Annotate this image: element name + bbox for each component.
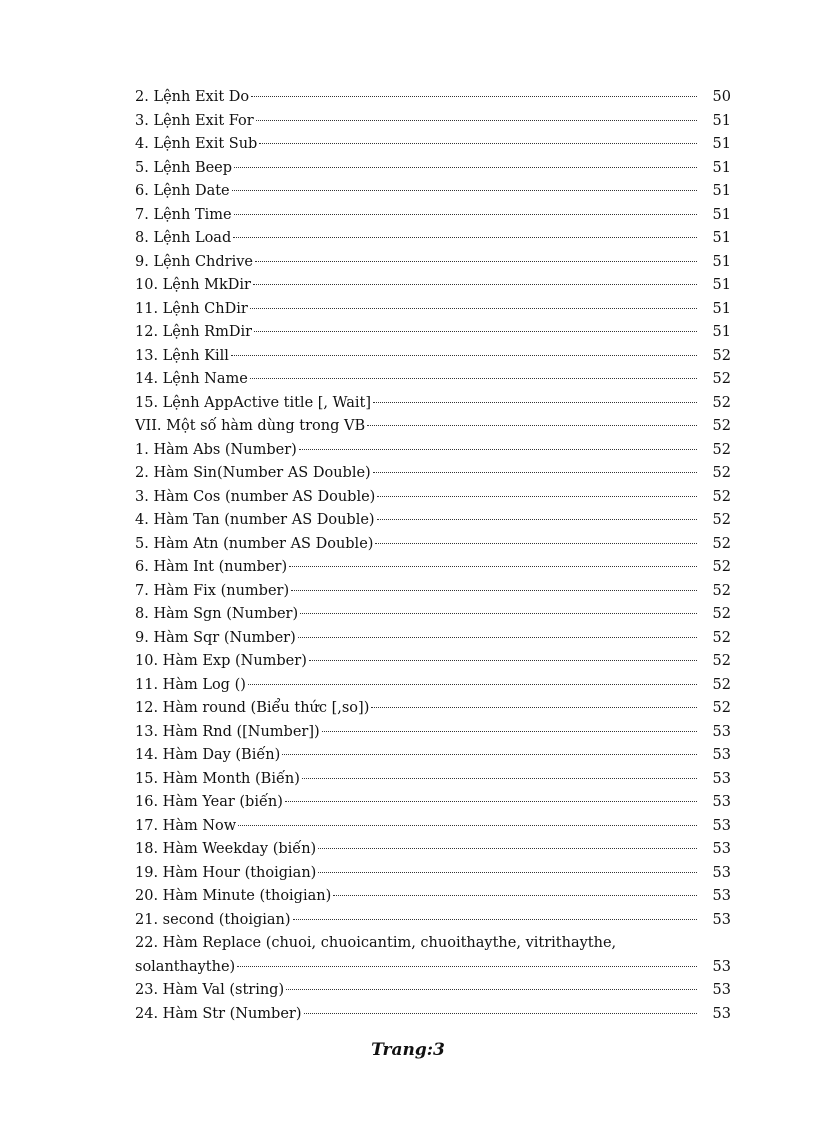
toc-entry-label: 10. Hàm Exp (Number) [135, 653, 307, 669]
toc-entry [135, 204, 731, 228]
toc-entry-label: 6. Lệnh Date [135, 183, 230, 199]
toc-entry-page: 52 [712, 700, 731, 716]
toc-entry-label: 14. Lệnh Name [135, 371, 248, 387]
toc-entry [135, 392, 731, 416]
toc-entry-page: 53 [712, 841, 731, 857]
dot-leader [259, 143, 697, 144]
dot-leader [234, 214, 697, 215]
toc-entry [135, 321, 731, 345]
dot-leader [322, 731, 697, 732]
toc-entry-label: 23. Hàm Val (string) [135, 982, 285, 998]
toc-entry-label: 21. second (thoigian) [135, 911, 291, 928]
toc-entry [135, 603, 731, 627]
toc-entry-page: 53 [712, 888, 731, 904]
toc-entry-label: 13. Hàm Rnd ([Number]) [135, 723, 320, 740]
toc-entry-page: 53 [712, 794, 731, 810]
toc-entry-label: solanthaythe) [135, 958, 236, 975]
toc-entry-page: 53 [712, 817, 731, 834]
toc-entry-label: 12. Hàm round (Biểu thức [,so]) [135, 700, 370, 716]
dot-leader [237, 966, 697, 967]
toc-entry [135, 533, 731, 557]
toc-entry [135, 721, 731, 745]
toc-entry [135, 556, 731, 580]
toc-entry-label: 22. Hàm Replace (chuoi, chuoicantim, chuoithaythe, vitrithaythe, [135, 935, 617, 951]
dot-leader [309, 660, 697, 661]
dot-leader [253, 284, 697, 285]
toc-entry-label: VII. Một số hàm dùng trong VB [135, 418, 366, 434]
toc-entry-label: 2. Lệnh Exit Do [135, 89, 250, 105]
dot-leader [238, 825, 697, 826]
toc-entry-page: 52 [712, 371, 731, 387]
toc-entry-label: 12. Lệnh RmDir [135, 324, 253, 340]
toc-entry-label: 3. Lệnh Exit For [135, 112, 254, 129]
toc-entry-label: 17. Hàm Now [135, 817, 237, 834]
table-of-contents [135, 86, 731, 1026]
toc-entry-label: 20. Hàm Minute (thoigian) [135, 888, 332, 904]
toc-entry-label: 19. Hàm Hour (thoigian) [135, 864, 317, 881]
toc-entry [135, 509, 731, 533]
toc-entry [135, 650, 731, 674]
toc-entry-page: 52 [712, 394, 731, 411]
dot-leader [377, 496, 697, 497]
toc-entry [135, 580, 731, 604]
dot-leader [282, 754, 697, 755]
dot-leader [333, 895, 697, 896]
toc-entry-page: 53 [712, 958, 731, 975]
toc-entry-page: 51 [712, 253, 731, 270]
toc-entry [135, 909, 731, 933]
toc-entry [135, 180, 731, 204]
dot-leader [251, 96, 697, 97]
toc-entry-label: 2. Hàm Sin(Number AS Double) [135, 465, 371, 481]
toc-entry-page: 51 [712, 300, 731, 317]
toc-entry [135, 274, 731, 298]
toc-entry-page: 53 [712, 982, 731, 998]
toc-entry-label: 5. Hàm Atn (number AS Double) [135, 535, 374, 552]
dot-leader [289, 566, 697, 567]
dot-leader [255, 261, 697, 262]
dot-leader [373, 472, 697, 473]
toc-entry [135, 744, 731, 768]
toc-entry-label: 9. Lệnh Chdrive [135, 253, 253, 270]
toc-entry-page: 51 [712, 206, 731, 223]
dot-leader [318, 848, 697, 849]
toc-entry [135, 157, 731, 181]
toc-entry-page: 52 [712, 488, 731, 505]
dot-leader [293, 919, 697, 920]
dot-leader [254, 331, 697, 332]
toc-entry [135, 979, 731, 1003]
toc-entry-page: 52 [712, 441, 731, 458]
toc-entry-label: 16. Hàm Year (biến) [135, 794, 283, 810]
toc-entry [135, 627, 731, 651]
toc-entry [135, 956, 731, 980]
toc-entry-page: 52 [712, 676, 731, 693]
dot-leader [300, 613, 697, 614]
toc-entry-label: 1. Hàm Abs (Number) [135, 441, 297, 458]
toc-entry-label: 7. Lệnh Time [135, 206, 232, 223]
toc-entry [135, 885, 731, 909]
dot-leader [367, 425, 697, 426]
dot-leader [302, 778, 697, 779]
toc-entry [135, 439, 731, 463]
dot-leader [250, 378, 697, 379]
dot-leader [250, 308, 697, 309]
toc-entry-page: 51 [712, 324, 731, 340]
toc-entry-label: 24. Hàm Str (Number) [135, 1005, 302, 1022]
toc-entry [135, 415, 731, 439]
toc-entry [135, 768, 731, 792]
toc-entry-label: 7. Hàm Fix (number) [135, 582, 290, 599]
toc-entry-label: 4. Hàm Tan (number AS Double) [135, 512, 375, 528]
toc-entry-page: 53 [712, 864, 731, 881]
dot-leader [377, 519, 697, 520]
dot-leader [373, 402, 697, 403]
dot-leader [299, 449, 697, 450]
toc-entry-page: 52 [712, 582, 731, 599]
toc-entry-page: 52 [712, 559, 731, 575]
toc-entry [135, 133, 731, 157]
toc-entry-page: 51 [712, 112, 731, 129]
toc-entry-page: 52 [712, 653, 731, 669]
toc-entry-page: 52 [712, 535, 731, 552]
page-number-label: Trang:3 [371, 1040, 445, 1060]
dot-leader [291, 590, 697, 591]
toc-entry-page: 53 [712, 1005, 731, 1022]
toc-entry-page: 51 [712, 159, 731, 176]
toc-entry-page: 52 [712, 465, 731, 481]
toc-entry-label: 11. Hàm Log () [135, 676, 246, 693]
toc-entry-label: 5. Lệnh Beep [135, 159, 233, 176]
toc-entry-label: 8. Hàm Sgn (Number) [135, 606, 299, 622]
toc-entry [135, 298, 731, 322]
toc-entry-label: 15. Lệnh AppActive title [, Wait] [135, 394, 372, 411]
dot-leader [234, 167, 697, 168]
dot-leader [371, 707, 697, 708]
toc-entry-page: 50 [712, 89, 731, 105]
toc-entry-label: 15. Hàm Month (Biến) [135, 770, 300, 787]
toc-entry [135, 110, 731, 134]
toc-entry-label: 10. Lệnh MkDir [135, 277, 251, 293]
dot-leader [304, 1013, 697, 1014]
toc-entry [135, 227, 731, 251]
toc-entry [135, 815, 731, 839]
toc-entry-label: 18. Hàm Weekday (biến) [135, 841, 317, 857]
toc-entry-label: 3. Hàm Cos (number AS Double) [135, 488, 376, 505]
toc-entry [135, 86, 731, 110]
toc-entry-page: 52 [712, 512, 731, 528]
toc-entry-page: 52 [712, 629, 731, 646]
dot-leader [231, 355, 697, 356]
toc-entry [135, 838, 731, 862]
dot-leader [375, 543, 697, 544]
toc-entry-page: 52 [712, 606, 731, 622]
dot-leader [248, 684, 697, 685]
toc-entry [135, 932, 731, 956]
toc-entry [135, 1003, 731, 1027]
dot-leader [232, 190, 697, 191]
dot-leader [318, 872, 697, 873]
toc-entry [135, 674, 731, 698]
toc-entry-page: 53 [712, 770, 731, 787]
toc-entry [135, 791, 731, 815]
toc-entry-page: 53 [712, 723, 731, 740]
toc-entry [135, 462, 731, 486]
toc-entry-label: 9. Hàm Sqr (Number) [135, 629, 296, 646]
toc-entry [135, 368, 731, 392]
toc-entry-label: 6. Hàm Int (number) [135, 559, 288, 575]
dot-leader [256, 120, 697, 121]
toc-entry-page: 51 [712, 183, 731, 199]
toc-entry-page: 53 [712, 747, 731, 763]
toc-entry [135, 862, 731, 886]
toc-entry-label: 14. Hàm Day (Biến) [135, 747, 281, 763]
toc-entry-page: 52 [712, 347, 731, 364]
toc-entry [135, 345, 731, 369]
toc-entry-page: 52 [712, 418, 731, 434]
dot-leader [285, 801, 697, 802]
toc-entry-label: 13. Lệnh Kill [135, 347, 229, 364]
toc-entry-page: 51 [712, 230, 731, 246]
dot-leader [298, 637, 697, 638]
toc-entry-label: 8. Lệnh Load [135, 230, 232, 246]
toc-entry-page: 53 [712, 911, 731, 928]
toc-entry [135, 486, 731, 510]
toc-entry [135, 251, 731, 275]
toc-entry-page: 51 [712, 277, 731, 293]
toc-entry [135, 697, 731, 721]
toc-entry-page: 51 [712, 136, 731, 152]
page-footer [0, 1040, 816, 1060]
toc-entry-label: 4. Lệnh Exit Sub [135, 136, 258, 152]
toc-entry-label: 11. Lệnh ChDir [135, 300, 248, 317]
dot-leader [286, 989, 697, 990]
dot-leader [233, 237, 697, 238]
